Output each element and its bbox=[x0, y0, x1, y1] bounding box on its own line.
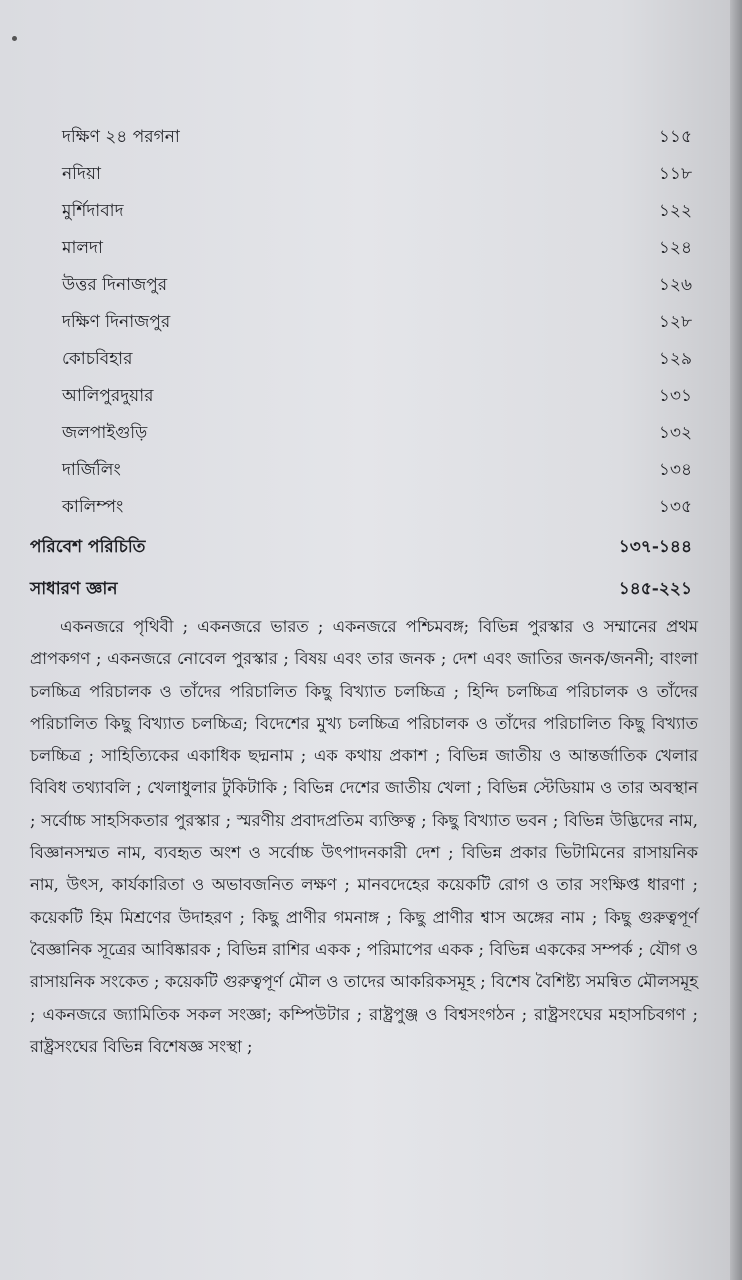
toc-entry-title: কালিম্পং bbox=[62, 497, 124, 517]
general-knowledge-topics: একনজরে পৃথিবী ; একনজরে ভারত ; একনজরে পশ্চিমবঙ্গ; বিভিন্ন পুরস্কার ও সম্মানের প্রথম প্রাপকগণ ; একনজরে নোবেল পুরস্কার ; বিষয় এবং তার জনক ; দেশ এবং জাতির জনক/জননী; বাংলা চলচ্চিত্র পরিচালক ও তাঁদের পরিচালিত কিছু বিখ্যাত চলচ্চিত্র ; হিন্দি চলচ্চিত্র পরিচালক ও তাঁদের পরিচালিত কিছু বিখ্যাত চলচ্চিত্র; বিদেশের মুখ্য চলচ্চিত্র পরিচালক ও তাঁদের পরিচালিত কিছু বিখ্যাত চলচ্চিত্র ; সাহিত্যিকের একাধিক ছদ্মনাম ; এক কথায় প্রকাশ ; বিভিন্ন জাতীয় ও আন্তর্জাতিক খেলার বিবিধ তথ্যাবলি ; খেলাধুলার টুকিটাকি ; বিভিন্ন দেশের জাতীয় খেলা ; বিভিন্ন স্টেডিয়াম ও তার অবস্থান ; সর্বোচ্চ সাহসিকতার পুরস্কার ; স্মরণীয় প্রবাদপ্রতিম ব্যক্তিত্ব ; কিছু বিখ্যাত ভবন ; বিভিন্ন উদ্ভিদের নাম, বিজ্ঞানসম্মত নাম, ব্যবহৃত অংশ ও সর্বোচ্চ উৎপাদনকারী দেশ ; বিভিন্ন প্রকার ভিটামিনের রাসায়নিক নাম, উৎস, কার্যকারিতা ও অভাবজনিত লক্ষণ ; মানবদেহের কয়েকটি রোগ ও তার সংক্ষিপ্ত ধারণা ; কয়েকটি হিম মিশ্রণের উদাহরণ ; কিছু প্রাণীর গমনাঙ্গ ; কিছু প্রাণীর শ্বাস অঙ্গের নাম ; কিছু গুরুত্বপূর্ণ বৈজ্ঞানিক সূত্রের আবিষ্কারক ; বিভিন্ন রাশির একক ; পরিমাপের একক ; বিভিন্ন এককের সম্পর্ক ; যৌগ ও রাসায়নিক সংকেত ; কয়েকটি গুরুত্বপূর্ণ মৌল ও তাদের আকরিকসমূহ ; বিশেষ বৈশিষ্ট্য সমন্বিত মৌলসমূহ ; একনজরে জ্যামিতিক সকল সংজ্ঞা; কম্পিউটার ; রাষ্ট্রপুঞ্জ ও বিশ্বসংগঠন ; রাষ্ট্রসংঘের মহাসচিবগণ ; রাষ্ট্রসংঘের বিভিন্ন বিশেষজ্ঞ সংস্থা ; bbox=[30, 617, 698, 1056]
toc-entry-title: উত্তর দিনাজপুর bbox=[62, 275, 168, 295]
page-edge bbox=[730, 0, 742, 1280]
toc-entry-page: ১৩৪ bbox=[658, 460, 692, 480]
toc-entry-title: মুর্শিদাবাদ bbox=[62, 201, 124, 221]
toc-entry-title: কোচবিহার bbox=[62, 349, 133, 369]
toc-entry-district bbox=[62, 270, 692, 300]
toc-entry-title: আলিপুরদুয়ার bbox=[62, 386, 154, 406]
toc-entry-title: নদিয়া bbox=[62, 164, 101, 184]
toc-entry-page: ১৩৫ bbox=[658, 497, 692, 517]
ink-speck bbox=[12, 36, 17, 41]
toc-entry-district bbox=[62, 159, 692, 189]
toc-entry-page: ১২৯ bbox=[658, 349, 692, 369]
toc-entry-district bbox=[62, 307, 692, 337]
toc-entry-page: ১২৪ bbox=[658, 238, 692, 258]
toc-section-title: সাধারণ জ্ঞান bbox=[30, 579, 118, 599]
toc-entry-page: ১২৬ bbox=[658, 275, 692, 295]
toc-entry-district bbox=[62, 233, 692, 263]
toc-entry-district bbox=[62, 455, 692, 485]
toc-entry-page: ১১৮ bbox=[658, 164, 692, 184]
toc-entry-district bbox=[62, 122, 692, 152]
toc-entry-page: ১১৫ bbox=[658, 127, 692, 147]
toc-section-entry bbox=[30, 532, 692, 562]
toc-section-pages: ১৩৭-১৪৪ bbox=[618, 537, 692, 557]
toc-entry-page: ১২৮ bbox=[658, 312, 692, 332]
toc-entry-page: ১২২ bbox=[658, 201, 692, 221]
toc-entry-district bbox=[62, 196, 692, 226]
toc-section-entry bbox=[30, 574, 692, 604]
toc-section-pages: ১৪৫-২২১ bbox=[618, 579, 692, 599]
toc-entry-title: মালদা bbox=[62, 238, 103, 258]
toc-entry-district bbox=[62, 418, 692, 448]
toc-entry-district bbox=[62, 381, 692, 411]
toc-entry-title: জলপাইগুড়ি bbox=[62, 423, 148, 443]
toc-entry-title: দক্ষিণ ২৪ পরগনা bbox=[62, 127, 180, 147]
toc-entry-title: দক্ষিণ দিনাজপুর bbox=[62, 312, 171, 332]
toc-entry-district bbox=[62, 344, 692, 374]
toc-entry-page: ১৩২ bbox=[658, 423, 692, 443]
toc-section-title: পরিবেশ পরিচিতি bbox=[30, 537, 146, 557]
toc-entry-title: দার্জিলিং bbox=[62, 460, 121, 480]
toc-entry-page: ১৩১ bbox=[658, 386, 692, 406]
toc-entry-district bbox=[62, 492, 692, 522]
